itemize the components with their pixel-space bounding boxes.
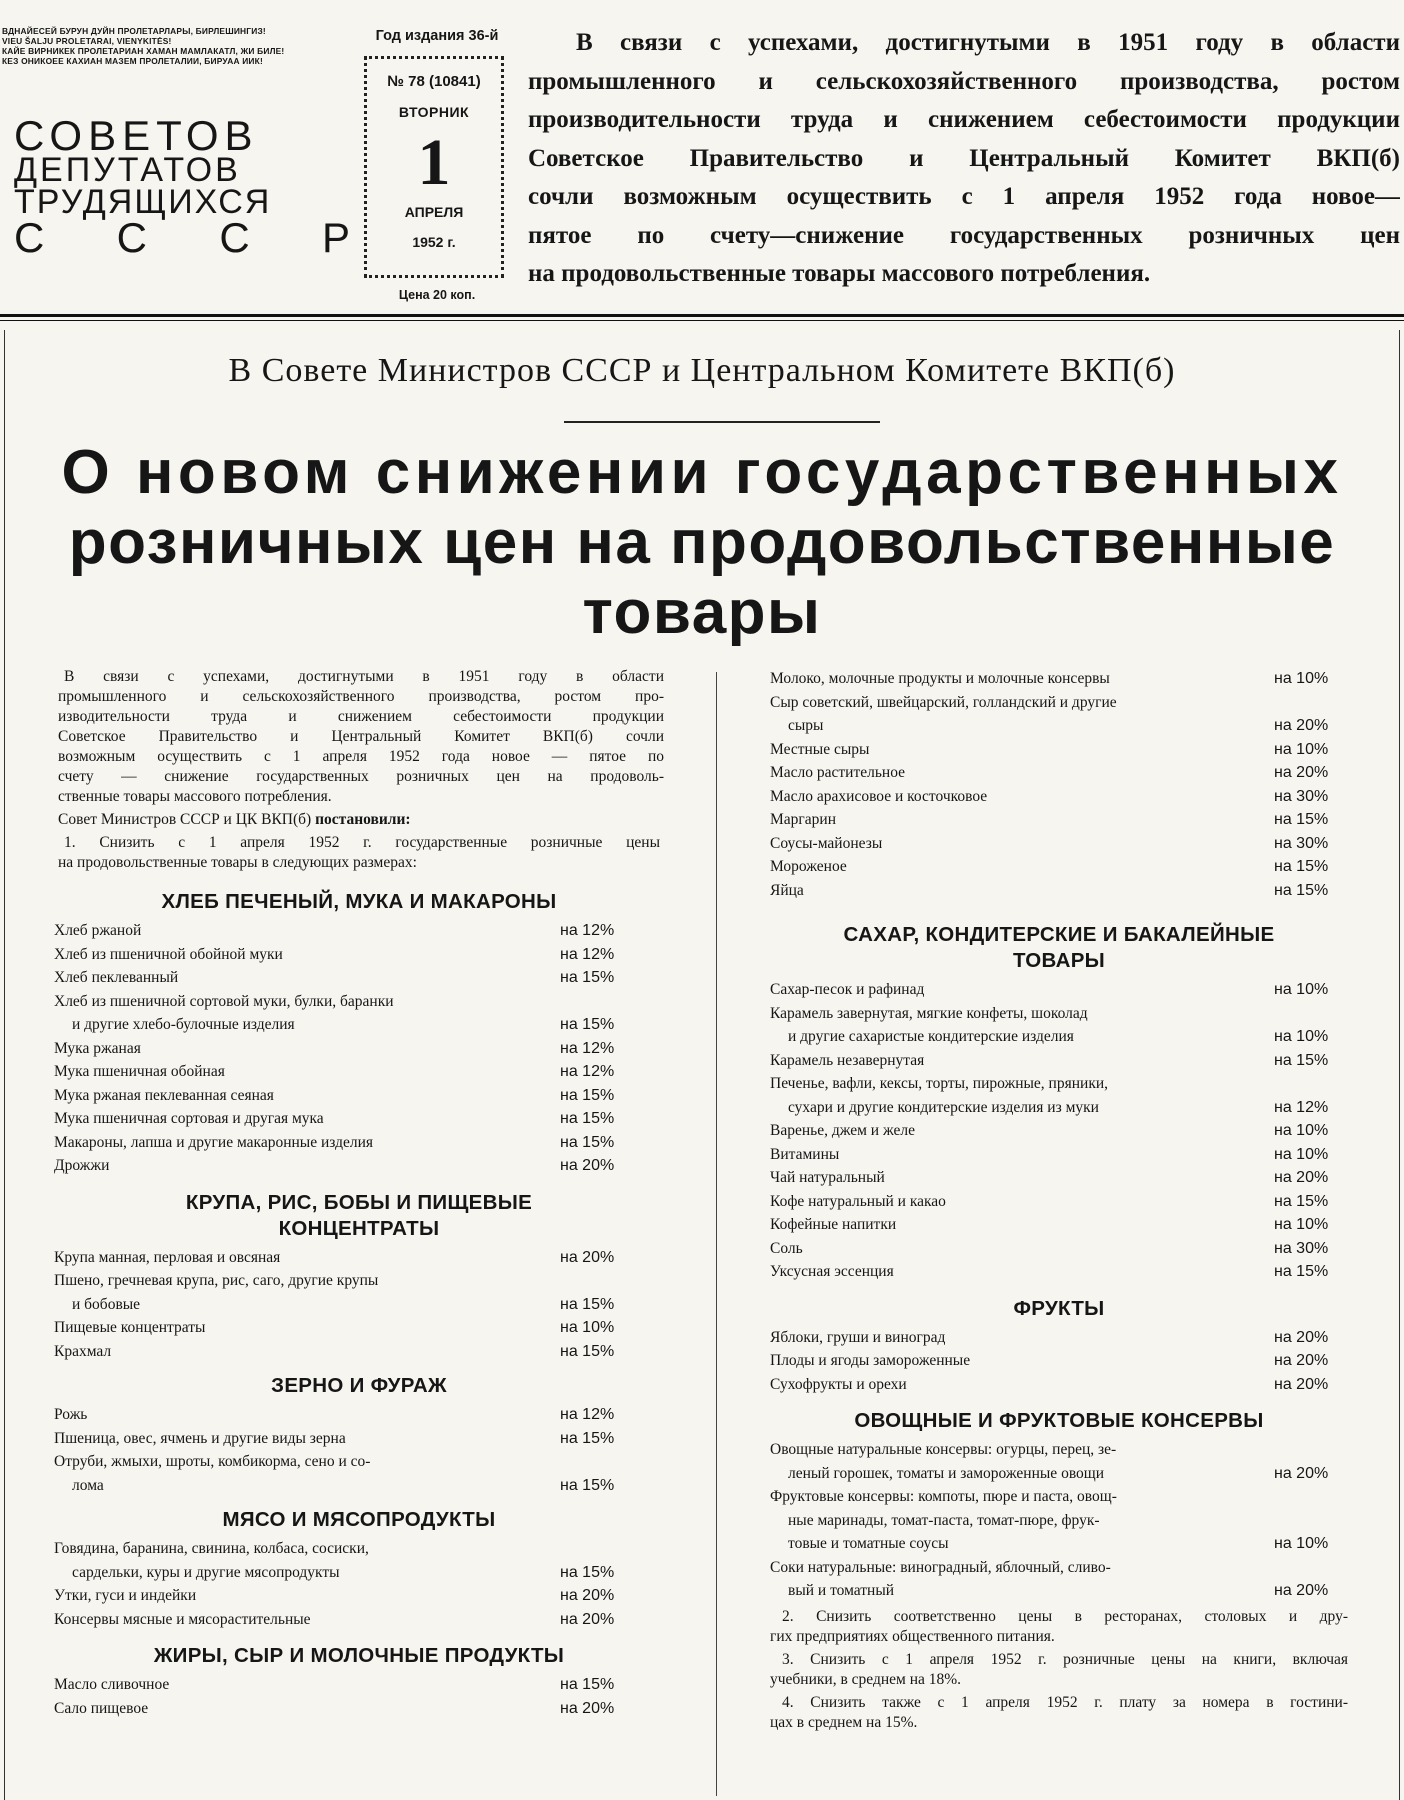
price-row bbox=[770, 1166, 1344, 1190]
price-reduction: на 10% bbox=[1274, 670, 1329, 687]
product-name-line: Кофейные напитки bbox=[770, 1216, 897, 1233]
price-row bbox=[54, 1269, 630, 1316]
section-title-line: ТОВАРЫ bbox=[1012, 949, 1106, 972]
product-name bbox=[770, 761, 1344, 785]
product-name bbox=[770, 978, 1344, 1002]
price-row bbox=[770, 978, 1344, 1002]
product-name-line: Сыр советский, швейцарский, голландский и другие bbox=[770, 693, 1117, 711]
price-row bbox=[54, 1131, 630, 1155]
product-name-line: Мороженое bbox=[770, 858, 847, 875]
price-reduction: на 15% bbox=[560, 1110, 615, 1127]
price-reduction: на 20% bbox=[560, 1587, 615, 1604]
section-title bbox=[54, 1643, 664, 1669]
closing-point-line: 2. Снизить соответственно цены в ресторанах, столовых и дру- bbox=[782, 1607, 1348, 1625]
issue-day: 1 bbox=[417, 126, 451, 199]
price-reduction: на 30% bbox=[1274, 787, 1329, 805]
section-title-line: ЗЕРНО И ФУРАЖ bbox=[271, 1374, 447, 1397]
price-reduction: на 15% bbox=[560, 1676, 615, 1693]
product-name bbox=[770, 1002, 1344, 1049]
product-name-line: леный горошек, томаты и замороженные овощи bbox=[788, 1464, 1105, 1482]
price-list bbox=[54, 919, 664, 1178]
product-name-line: Масло сливочное bbox=[54, 1676, 170, 1693]
closing-point-line: учебники, в среднем на 18%. bbox=[770, 1671, 962, 1688]
product-name-line: Мука пшеничная обойная bbox=[54, 1063, 225, 1080]
price-reduction: на 10% bbox=[560, 1319, 615, 1336]
right-column bbox=[770, 667, 1348, 1734]
price-reduction: на 30% bbox=[1274, 834, 1329, 852]
decree-prefix: Совет Министров СССР и ЦК ВКП(б) bbox=[58, 811, 312, 828]
price-row bbox=[54, 1537, 630, 1584]
price-row bbox=[770, 1119, 1344, 1143]
price-row bbox=[770, 1373, 1344, 1397]
dairy-continued-list bbox=[770, 667, 1348, 902]
product-name bbox=[54, 1537, 630, 1584]
price-row bbox=[54, 1584, 630, 1608]
product-name-line: товые и томатные соусы bbox=[788, 1535, 949, 1552]
product-name bbox=[54, 1316, 630, 1340]
section-title-line: КРУПА, РИС, БОБЫ И ПИЩЕВЫЕ bbox=[185, 1190, 533, 1214]
product-name bbox=[770, 1349, 1344, 1373]
left-column bbox=[54, 667, 664, 1720]
product-name-line: сыры bbox=[788, 717, 824, 734]
section-title-line: САХАР, КОНДИТЕРСКИЕ И БАКАЛЕЙНЫЕ bbox=[843, 923, 1275, 946]
price-reduction: на 15% bbox=[560, 1133, 615, 1151]
article-kicker: В Совете Министров СССР и Центральном Комитете ВКП(б) bbox=[228, 352, 1176, 389]
price-reduction: на 15% bbox=[560, 1295, 615, 1313]
price-reduction: на 10% bbox=[1274, 740, 1329, 758]
product-name bbox=[770, 1556, 1344, 1603]
product-name-line: Сало пищевое bbox=[54, 1699, 149, 1717]
product-name bbox=[54, 1450, 630, 1497]
product-name-line: Соусы-майонезы bbox=[770, 834, 883, 852]
intro-line: Советское Правительство и Центральный Комитет ВКП(б) сочли bbox=[58, 728, 664, 745]
price-row bbox=[770, 1326, 1344, 1350]
price-reduction: на 10% bbox=[1274, 1028, 1329, 1045]
price-row bbox=[54, 1084, 630, 1108]
product-name-line: Консервы мясные и мясорастительные bbox=[54, 1610, 311, 1628]
intro-paragraph bbox=[54, 667, 664, 807]
price-row bbox=[54, 1403, 630, 1427]
product-name bbox=[54, 1340, 630, 1364]
price-row bbox=[770, 1072, 1344, 1119]
product-name-line: Мука ржаная пеклеванная сеяная bbox=[54, 1086, 274, 1104]
closing-point-line: 3. Снизить с 1 апреля 1952 г. розничные цены на книги, включая bbox=[782, 1650, 1348, 1668]
product-name bbox=[54, 919, 630, 943]
product-name-line: Карамель незавернутая bbox=[770, 1051, 925, 1069]
headline-line: товары bbox=[582, 578, 822, 647]
lead-line: производительности труда и снижением себестоимости продукции bbox=[528, 106, 1400, 133]
price-row bbox=[770, 1485, 1344, 1556]
price-row bbox=[54, 990, 630, 1037]
price-row bbox=[770, 879, 1344, 903]
price-reduction: на 12% bbox=[560, 1406, 615, 1423]
product-name-line: лома bbox=[72, 1476, 104, 1494]
price-reduction: на 15% bbox=[1274, 1192, 1329, 1210]
title-line: С С С Р bbox=[14, 214, 354, 261]
point-1-line: 1. Снизить с 1 апреля 1952 г. государственные розничные цены bbox=[64, 834, 660, 851]
product-name bbox=[770, 1190, 1344, 1214]
product-name bbox=[770, 1072, 1344, 1119]
product-name-line: Сухофрукты и орехи bbox=[770, 1375, 907, 1393]
price-list bbox=[770, 1438, 1348, 1603]
product-name-line: Плоды и ягоды замороженные bbox=[770, 1352, 971, 1369]
price-reduction: на 20% bbox=[560, 1610, 615, 1628]
product-name-line: Сахар-песок и рафинад bbox=[770, 981, 925, 998]
price-row bbox=[54, 1246, 630, 1270]
price-row bbox=[770, 1049, 1344, 1073]
price-reduction: на 12% bbox=[560, 1039, 615, 1057]
price-row bbox=[54, 1450, 630, 1497]
product-name-line: Утки, гуси и индейки bbox=[54, 1587, 197, 1604]
price-reduction: на 20% bbox=[1274, 764, 1329, 781]
issue-date-box bbox=[364, 56, 504, 278]
point-1-line: на продовольственные товары в следующих размерах: bbox=[58, 854, 417, 871]
kicker-divider bbox=[564, 421, 880, 423]
price-row bbox=[54, 1316, 630, 1340]
product-name bbox=[54, 1037, 630, 1061]
product-name bbox=[770, 691, 1344, 738]
issue-year: 1952 г. bbox=[412, 234, 456, 250]
section-title bbox=[770, 1408, 1348, 1434]
price-reduction: на 10% bbox=[1274, 1122, 1329, 1139]
product-name-line: ные маринады, томат-паста, томат-пюре, фрук- bbox=[788, 1511, 1100, 1529]
product-name bbox=[770, 1485, 1344, 1556]
price-reduction: на 15% bbox=[1274, 881, 1329, 899]
intro-line: В связи с успехами, достигнутыми в 1951 году в области bbox=[64, 668, 664, 685]
price-reduction: на 20% bbox=[560, 1248, 615, 1266]
product-name-line: Дрожжи bbox=[54, 1157, 110, 1174]
intro-line: промышленного и сельскохозяйственного производства, ростом про- bbox=[58, 688, 664, 705]
price-reduction: на 15% bbox=[1274, 811, 1329, 828]
price-reduction: на 12% bbox=[560, 922, 615, 939]
product-name-line: Местные сыры bbox=[770, 740, 870, 758]
product-name bbox=[770, 808, 1344, 832]
closing-points bbox=[770, 1607, 1348, 1734]
price-row bbox=[770, 761, 1344, 785]
product-name bbox=[54, 1697, 630, 1721]
section-title-line: КОНЦЕНТРАТЫ bbox=[278, 1216, 440, 1240]
price-reduction: на 15% bbox=[560, 1563, 615, 1581]
product-name-line: Чай натуральный bbox=[770, 1169, 885, 1186]
price-row bbox=[770, 832, 1344, 856]
product-name-line: сухари и другие кондитерские изделия из муки bbox=[788, 1098, 1099, 1116]
price-row bbox=[54, 1060, 630, 1084]
product-name bbox=[54, 990, 630, 1037]
price-row bbox=[770, 691, 1344, 738]
product-name-line: Маргарин bbox=[770, 811, 836, 828]
column-divider bbox=[716, 672, 717, 1796]
price-reduction: на 10% bbox=[1274, 1145, 1329, 1163]
product-name-line: Хлеб из пшеничной обойной муки bbox=[54, 945, 283, 963]
price-list bbox=[54, 1403, 664, 1497]
product-name-line: Хлеб пеклеванный bbox=[54, 969, 179, 986]
section-title bbox=[54, 1190, 664, 1242]
product-name-line: Масло растительное bbox=[770, 764, 906, 781]
price-row bbox=[770, 1143, 1344, 1167]
price-reduction: на 10% bbox=[1274, 1216, 1329, 1233]
price-row bbox=[54, 1107, 630, 1131]
product-name-line: Отруби, жмыхи, шроты, комбикорма, сено и со- bbox=[54, 1453, 371, 1470]
intro-line: счету — снижение государственных розничных цен на продоволь- bbox=[58, 768, 664, 785]
price-reduction: на 15% bbox=[1274, 1051, 1329, 1069]
product-name bbox=[54, 1084, 630, 1108]
product-name bbox=[770, 738, 1344, 762]
issue-month: АПРЕЛЯ bbox=[404, 204, 464, 220]
price-row bbox=[770, 1260, 1344, 1284]
product-name bbox=[770, 1049, 1344, 1073]
section-title-line: ФРУКТЫ bbox=[1013, 1296, 1105, 1320]
lead-line: сочли возможным осуществить с 1 апреля 1952 года новое— bbox=[528, 183, 1400, 210]
product-name-line: Мука пшеничная сортовая и другая мука bbox=[54, 1110, 324, 1127]
title-line: ДЕПУТАТОВ bbox=[14, 151, 241, 189]
product-name-line: Яблоки, груши и виноград bbox=[770, 1328, 946, 1346]
year-of-publication: Год издания 36-й bbox=[375, 28, 499, 44]
price-row bbox=[54, 1697, 630, 1721]
masthead-motto bbox=[2, 26, 347, 66]
price-reduction: на 15% bbox=[560, 1429, 615, 1447]
lead-line: пятое по счету—снижение государственных розничных цен bbox=[528, 221, 1400, 249]
price-reduction: на 20% bbox=[560, 1157, 615, 1174]
price-list bbox=[54, 1246, 664, 1364]
price-list bbox=[54, 1537, 664, 1631]
price-row bbox=[770, 1190, 1344, 1214]
product-name-line: Крупа манная, перловая и овсяная bbox=[54, 1248, 281, 1266]
price-row bbox=[54, 943, 630, 967]
product-name bbox=[770, 1119, 1344, 1143]
price-list bbox=[54, 1673, 664, 1720]
left-sections bbox=[54, 889, 664, 1720]
price-row bbox=[54, 1154, 630, 1178]
price-row bbox=[770, 855, 1344, 879]
title-line: СОВЕТОВ bbox=[14, 112, 259, 159]
price-row bbox=[770, 1556, 1344, 1603]
product-name bbox=[770, 1326, 1344, 1350]
product-name bbox=[54, 1403, 630, 1427]
issue-price: Цена 20 коп. bbox=[398, 288, 476, 302]
lead-announcement bbox=[528, 24, 1400, 294]
closing-point bbox=[770, 1607, 1348, 1648]
product-name bbox=[770, 1438, 1344, 1485]
motto-line: КАЙЕ ВИРНИКЕК ПРОЛЕТАРИАН ХАМАН МАМЛАКАТЛ, ЖИ БИЛЕ! bbox=[2, 46, 285, 56]
price-row bbox=[770, 1213, 1344, 1237]
product-name bbox=[54, 966, 630, 990]
section-title bbox=[54, 889, 664, 915]
product-name-line: Молоко, молочные продукты и молочные консервы bbox=[770, 670, 1110, 687]
price-row bbox=[770, 1438, 1344, 1485]
product-name-line: Соки натуральные: виноградный, яблочный, сливо- bbox=[770, 1558, 1111, 1576]
product-name bbox=[54, 1154, 630, 1178]
price-reduction: на 15% bbox=[1274, 1263, 1329, 1280]
closing-point bbox=[770, 1650, 1348, 1691]
title-line: ТРУДЯЩИХСЯ bbox=[14, 183, 272, 221]
product-name bbox=[54, 1584, 630, 1608]
product-name-line: Макароны, лапша и другие макаронные изделия bbox=[54, 1133, 374, 1151]
product-name-line: Кофе натуральный и какао bbox=[770, 1192, 946, 1210]
product-name bbox=[770, 667, 1344, 691]
product-name bbox=[54, 1269, 630, 1316]
intro-line: изводительности труда и снижением себестоимости продукции bbox=[58, 708, 664, 725]
price-reduction: на 20% bbox=[1274, 1169, 1329, 1186]
price-row bbox=[54, 1427, 630, 1451]
product-name-line: Мука ржаная bbox=[54, 1039, 141, 1057]
headline-line: О новом снижении государственных bbox=[61, 438, 1343, 507]
price-row bbox=[770, 738, 1344, 762]
product-name-line: и бобовые bbox=[72, 1295, 141, 1313]
lead-line: на продовольственные товары массового потребления. bbox=[528, 260, 1151, 287]
price-row bbox=[770, 1237, 1344, 1261]
price-reduction: на 20% bbox=[1274, 1328, 1329, 1346]
price-reduction: на 10% bbox=[1274, 981, 1329, 998]
price-reduction: на 12% bbox=[1274, 1098, 1329, 1116]
price-reduction: на 20% bbox=[1274, 1375, 1329, 1393]
product-name bbox=[770, 1143, 1344, 1167]
price-row bbox=[770, 667, 1344, 691]
lead-line: Советское Правительство и Центральный Комитет ВКП(б) bbox=[528, 144, 1400, 172]
headline-line: розничных цен на продовольственные bbox=[68, 508, 1336, 577]
newspaper-title bbox=[14, 112, 354, 261]
price-reduction: на 15% bbox=[1274, 858, 1329, 875]
section-title bbox=[770, 1296, 1348, 1322]
product-name-line: Овощные натуральные консервы: огурцы, перец, зе- bbox=[770, 1441, 1117, 1458]
product-name-line: Говядина, баранина, свинина, колбаса, сосиски, bbox=[54, 1540, 369, 1557]
product-name bbox=[770, 785, 1344, 809]
price-row bbox=[770, 1002, 1344, 1049]
product-name-line: Уксусная эссенция bbox=[770, 1263, 894, 1280]
section-title bbox=[54, 1373, 664, 1399]
price-reduction: на 20% bbox=[1274, 1582, 1329, 1599]
price-row bbox=[54, 966, 630, 990]
product-name-line: Соль bbox=[770, 1239, 803, 1257]
price-row bbox=[54, 1037, 630, 1061]
closing-point-line: гих предприятиях общественного питания. bbox=[770, 1628, 1055, 1645]
price-reduction: на 30% bbox=[1274, 1239, 1329, 1257]
closing-point-line: 4. Снизить также с 1 апреля 1952 г. плату за номера в гостини- bbox=[782, 1693, 1348, 1711]
price-row bbox=[54, 1608, 630, 1632]
product-name-line: Витамины bbox=[770, 1145, 840, 1163]
article-headline bbox=[0, 438, 1404, 648]
decree-line bbox=[54, 810, 664, 830]
price-reduction: на 15% bbox=[560, 1342, 615, 1360]
product-name-line: вый и томатный bbox=[788, 1582, 895, 1599]
section-title bbox=[770, 922, 1348, 974]
product-name bbox=[770, 855, 1344, 879]
product-name-line: Яйца bbox=[770, 881, 804, 899]
masthead-divider bbox=[0, 314, 1404, 317]
product-name bbox=[54, 943, 630, 967]
product-name bbox=[770, 1373, 1344, 1397]
right-sections bbox=[770, 922, 1348, 1603]
price-reduction: на 15% bbox=[560, 969, 615, 986]
product-name bbox=[770, 879, 1344, 903]
product-name-line: Хлеб ржаной bbox=[54, 922, 142, 939]
price-reduction: на 15% bbox=[560, 1476, 615, 1494]
product-name-line: и другие хлебо-булочные изделия bbox=[72, 1016, 295, 1033]
price-list bbox=[770, 978, 1348, 1284]
product-name-line: Карамель завернутая, мягкие конфеты, шоколад bbox=[770, 1004, 1088, 1022]
product-name-line: Пищевые концентраты bbox=[54, 1319, 206, 1336]
price-row bbox=[54, 1340, 630, 1364]
closing-point bbox=[770, 1693, 1348, 1734]
price-reduction: на 12% bbox=[560, 945, 615, 963]
product-name-line: сардельки, куры и другие мясопродукты bbox=[72, 1563, 340, 1581]
closing-point-line: цах в среднем на 15%. bbox=[770, 1714, 918, 1731]
price-reduction: на 10% bbox=[1274, 1535, 1329, 1552]
product-name-line: Рожь bbox=[54, 1406, 88, 1423]
price-row bbox=[770, 785, 1344, 809]
product-name bbox=[54, 1246, 630, 1270]
product-name bbox=[54, 1131, 630, 1155]
product-name-line: Варенье, джем и желе bbox=[770, 1122, 915, 1139]
section-title bbox=[54, 1507, 664, 1533]
product-name bbox=[54, 1673, 630, 1697]
product-name-line: и другие сахаристые кондитерские изделия bbox=[788, 1028, 1074, 1045]
intro-line: ственные товары массового потребления. bbox=[58, 788, 332, 805]
product-name-line: Хлеб из пшеничной сортовой муки, булки, баранки bbox=[54, 992, 394, 1010]
product-name-line: Пшеница, овес, ячмень и другие виды зерна bbox=[54, 1429, 346, 1447]
intro-line: возможным осуществить с 1 апреля 1952 года новое — пятое по bbox=[58, 748, 664, 765]
product-name-line: Крахмал bbox=[54, 1342, 112, 1360]
product-name bbox=[770, 832, 1344, 856]
product-name-line: Масло арахисовое и косточковое bbox=[770, 787, 988, 805]
motto-line: ВДНАЙЕСЕЙ БУРУН ДУЙН ПРОЛЕТАРЛАРЫ, БИРЛЕШИНГИЗ! bbox=[2, 26, 266, 36]
motto-line: VIEU ŠALJU PROLETARAI, VIENYKITĖS! bbox=[2, 36, 172, 46]
masthead bbox=[0, 0, 1404, 312]
point-1 bbox=[54, 833, 664, 873]
price-reduction: на 20% bbox=[560, 1699, 615, 1717]
price-reduction: на 12% bbox=[560, 1063, 615, 1080]
price-reduction: на 20% bbox=[1274, 1352, 1329, 1369]
issue-weekday: ВТОРНИК bbox=[398, 104, 470, 120]
motto-line: КЕЗ ОНИКОЕЕ КАХИАН МАЗЕМ ПРОЛЕТАЛИИ, БИРУАА ИИК! bbox=[2, 56, 263, 66]
product-name bbox=[54, 1608, 630, 1632]
section-title-line: ХЛЕБ ПЕЧЕНЫЙ, МУКА И МАКАРОНЫ bbox=[161, 890, 557, 913]
section-title-line: ОВОЩНЫЕ И ФРУКТОВЫЕ КОНСЕРВЫ bbox=[854, 1409, 1264, 1432]
section-title-line: МЯСО И МЯСОПРОДУКТЫ bbox=[222, 1508, 496, 1531]
price-row bbox=[54, 1673, 630, 1697]
product-name-line: Фруктовые консервы: компоты, пюре и паста, овощ- bbox=[770, 1488, 1117, 1505]
product-name bbox=[770, 1213, 1344, 1237]
product-name bbox=[54, 1060, 630, 1084]
price-reduction: на 20% bbox=[1274, 717, 1329, 734]
product-name bbox=[54, 1107, 630, 1131]
decree-keyword: постановили: bbox=[315, 811, 411, 828]
masthead-divider-thin bbox=[0, 320, 1404, 321]
section-title-line: ЖИРЫ, СЫР И МОЛОЧНЫЕ ПРОДУКТЫ bbox=[153, 1644, 565, 1667]
price-reduction: на 20% bbox=[1274, 1464, 1329, 1482]
price-reduction: на 15% bbox=[560, 1016, 615, 1033]
price-row bbox=[770, 808, 1344, 832]
product-name bbox=[54, 1427, 630, 1451]
lead-line: промышленного и сельскохозяйственного производства, ростом bbox=[528, 67, 1400, 95]
price-reduction: на 15% bbox=[560, 1086, 615, 1104]
product-name-line: Печенье, вафли, кексы, торты, пирожные, пряники, bbox=[770, 1075, 1109, 1092]
lead-line: В связи с успехами, достигнутыми в 1951 году в области bbox=[576, 29, 1400, 56]
price-row bbox=[770, 1349, 1344, 1373]
price-list bbox=[770, 1326, 1348, 1397]
product-name bbox=[770, 1237, 1344, 1261]
product-name bbox=[770, 1260, 1344, 1284]
product-name-line: Пшено, гречневая крупа, рис, саго, другие крупы bbox=[54, 1272, 379, 1289]
price-row bbox=[54, 919, 630, 943]
product-name bbox=[770, 1166, 1344, 1190]
issue-number: № 78 (10841) bbox=[387, 73, 481, 90]
